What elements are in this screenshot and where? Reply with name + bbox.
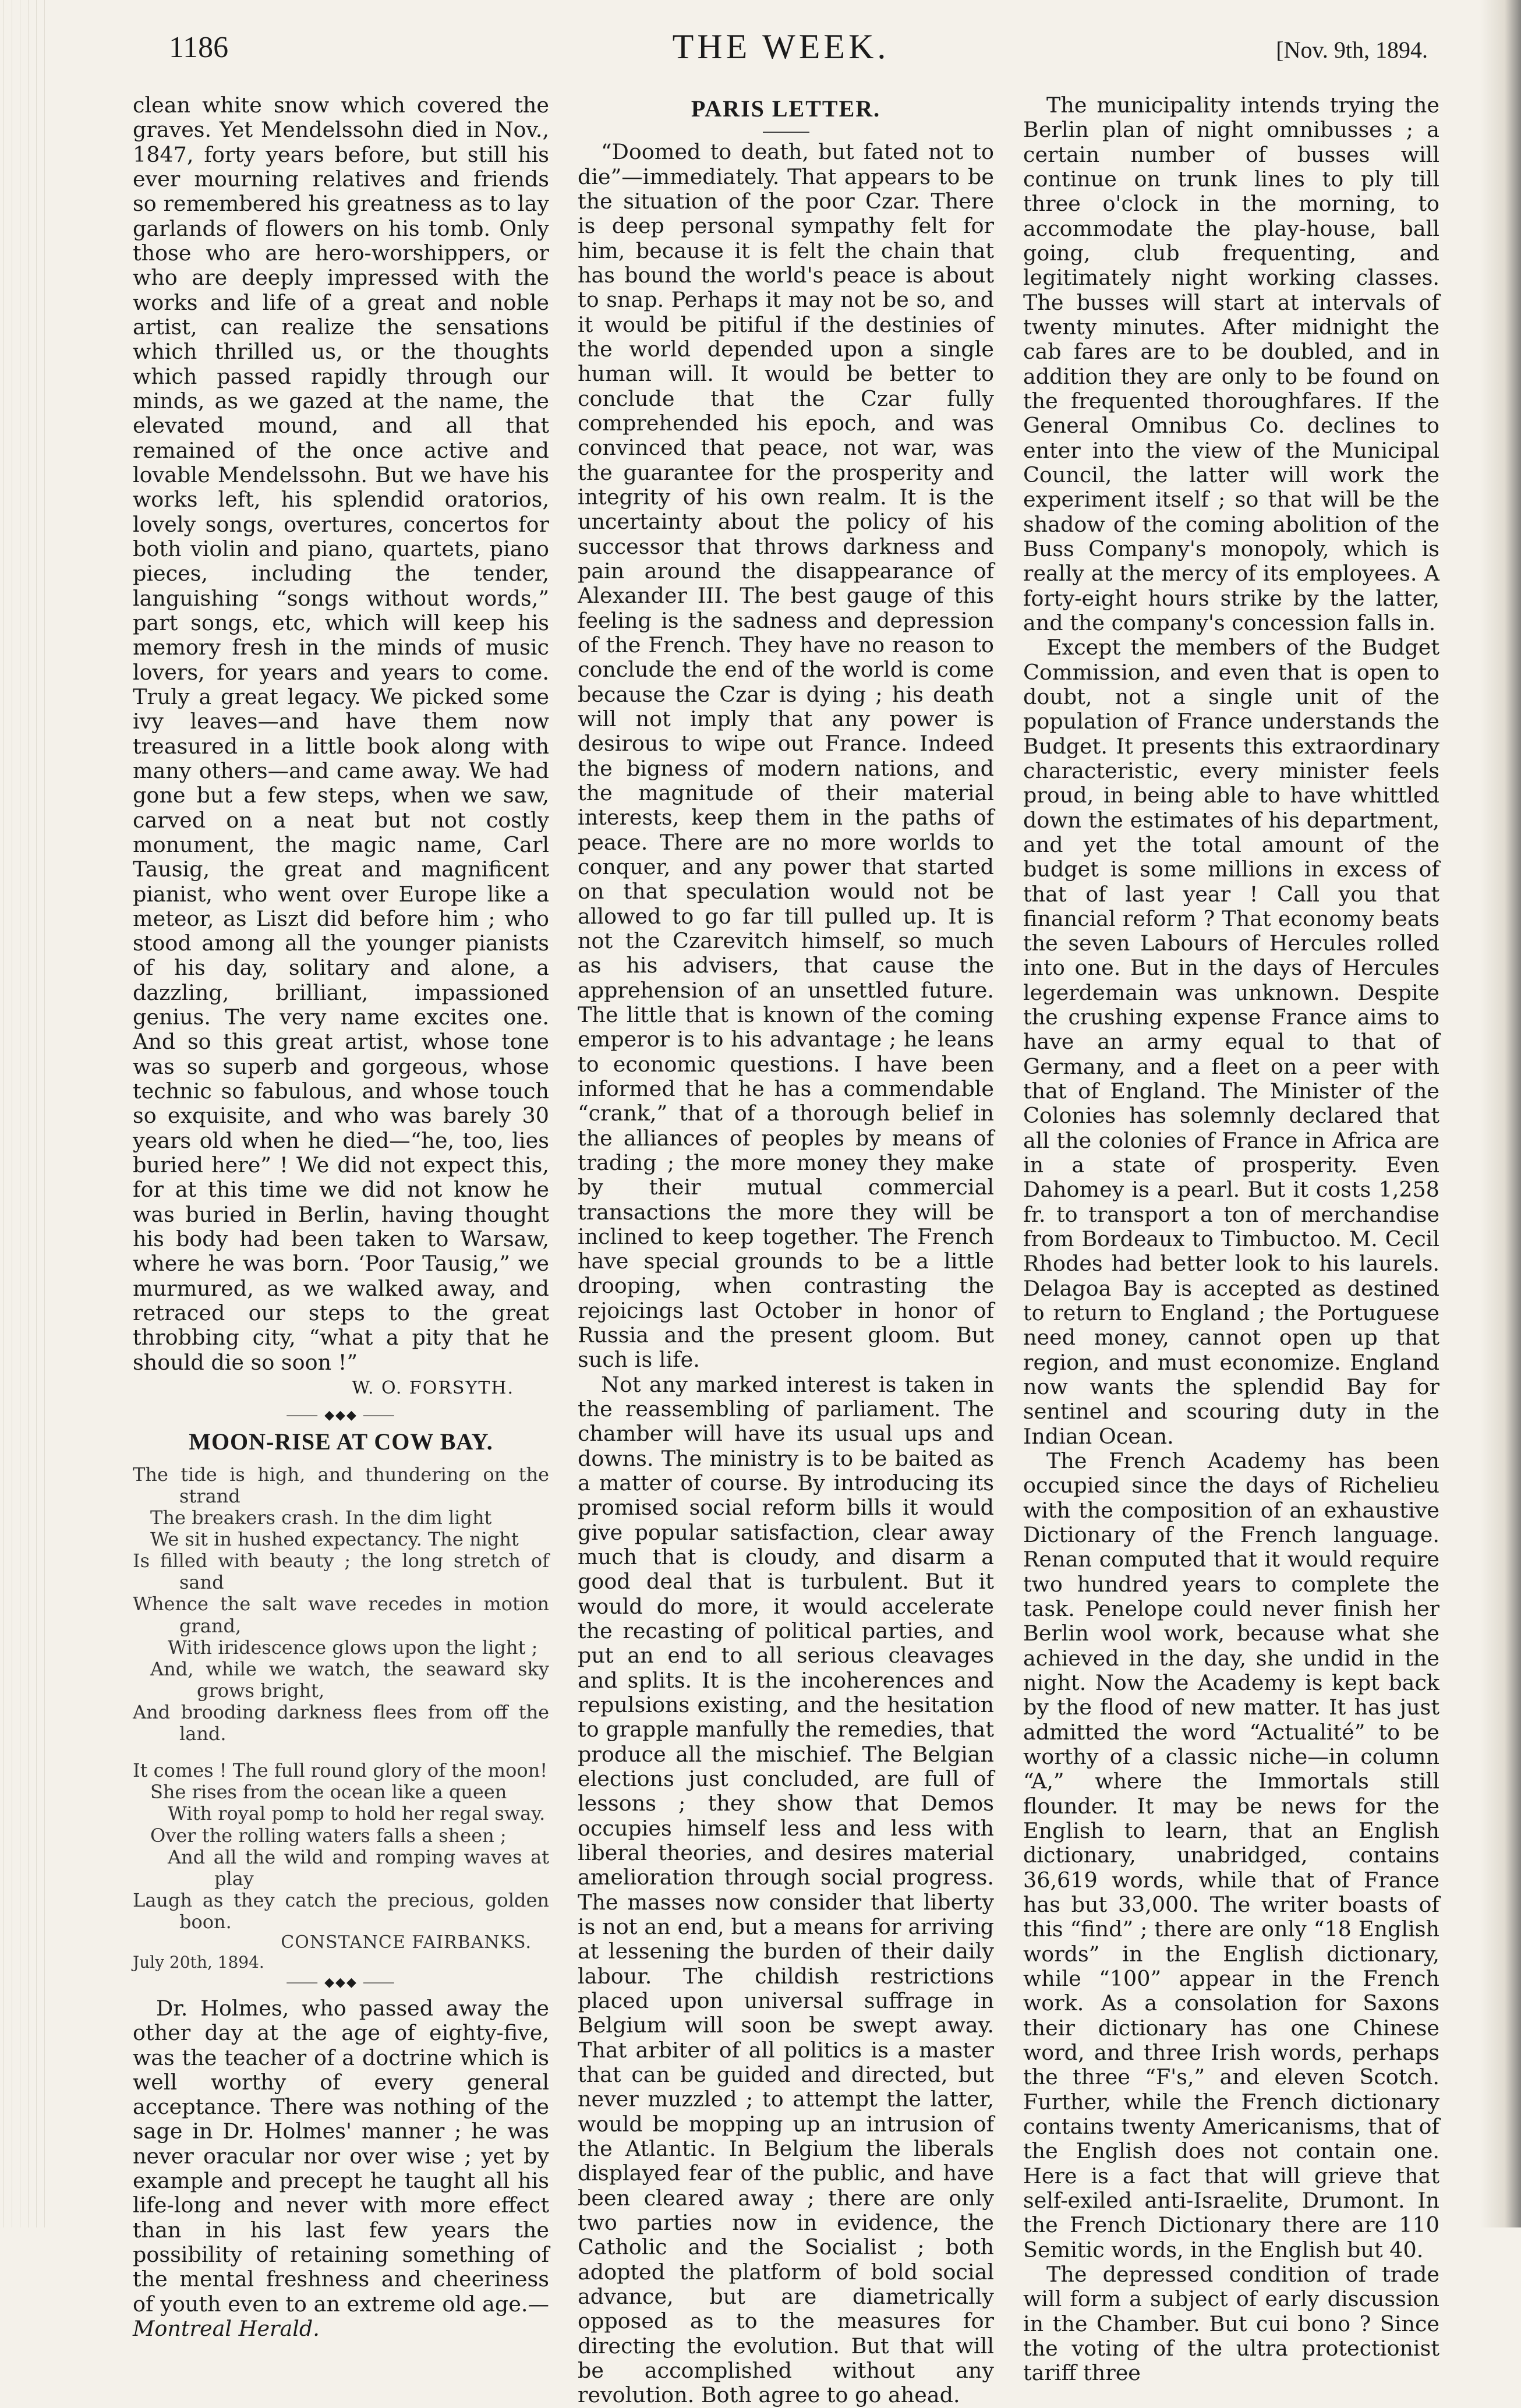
article-paragraph: The depressed condition of trade will form a subject of early discussion in the Chamber. But cui bono ? Since the voting of the ultra protectionist tariff three	[1023, 2261, 1439, 2386]
poem-line: And all the wild and romping waves at play	[168, 1845, 549, 1890]
poem-date: July 20th, 1894.	[133, 1952, 264, 1972]
poem-line: Over the rolling waters falls a sheen ;	[150, 1824, 507, 1847]
poet-signature: CONSTANCE FAIRBANKS.	[281, 1932, 532, 1953]
poem-line: And brooding darkness flees from off the land.	[133, 1700, 549, 1745]
article-paragraph: Not any marked interest is taken in the reassembling of parliament. The chamber will have its usual ups and downs. The ministry is to be baited as a matter of course. By introducing its promised social reform bills it would give popular satisfaction, clear away much that is cloudy, and disarm a good deal that is turbulent. But it would do more, it would accelerate the recasting of political parties, and put an end to all serious cleavages and splits. It is the incoherences and repulsions existing, and the hesitation to grapple manfully the remedies, that produce all the mischief. The Belgian elections just concluded, are full of lessons ; they show that Demos occupies himself less and less with liberal theories, and desires material amelioration through social progress. The masses now consider that liberty is not an end, but a means for arriving at lessening the burden of their daily labour. The childish restrictions placed upon universal suffrage in Belgium will soon be swept away. That arbiter of all politics is a master that can be guided and directed, but never muzzled ; to attempt the latter, would be mopping up an intrusion of the Atlantic. In Belgium the liberals displayed fear of the public, and have been cleared away ; there are only two parties now in evidence, the Catholic and the Socialist ; both adopted the platform of bold social advance, but are diametrically opposed as to the measures for directing the evolution. But that will be accomplished without any revolution. Both agree to go ahead.	[578, 1371, 994, 2408]
issue-date: [Nov. 9th, 1894.	[1276, 37, 1428, 63]
page-edge-left	[0, 0, 52, 2227]
page-edge-right	[1480, 0, 1521, 2227]
article-title: PARIS LETTER.	[691, 96, 881, 122]
source-credit: —Montreal Herald.	[133, 2291, 549, 2342]
column-1	[133, 93, 549, 2341]
poem-line: And, while we watch, the seaward sky grows bright,	[150, 1657, 549, 1702]
page-header	[134, 24, 1428, 77]
title-rule	[763, 132, 809, 133]
poem-line: The breakers crash. In the dim light	[150, 1506, 492, 1529]
poem-line: We sit in hushed expectancy. The night	[150, 1528, 519, 1551]
poem-line: With iridescence glows upon the light ;	[168, 1636, 538, 1659]
article-paragraph: clean white snow which covered the graves. Yet Mendelssohn died in Nov., 1847, forty years before, but still his ever mourning relatives and friends so remembered his greatness as to lay garlands of flowers on his tomb. Only those who are hero-worshippers, or who are deeply impressed with the works and life of a great and noble artist, can realize the sensations which thrilled us, or the thoughts which passed rapidly through our minds, as we gazed at the name, the elevated mound, and all that remained of the once active and lovable Mendelssohn. But we have his works left, his splendid oratorios, lovely songs, overtures, concertos for both violin and piano, quartets, piano pieces, including the tender, languishing “songs without words,” part songs, etc, which will keep his memory fresh in the minds of music lovers, for years and years to come. Truly a great legacy. We picked some ivy leaves—and have them now treasured in a little book along with many others—and came away. We had gone but a few steps, when we saw, carved on a neat but not costly monument, the magic name, Carl Tausig, the great and magnificent pianist, who went over Europe like a meteor, as Liszt did before him ; who stood among all the younger pianists of his day, solitary and alone, a dazzling, brilliant, impassioned genius. The very name excites one. And so this great artist, whose tone was so superb and gorgeous, whose technic so fabulous, and whose touch so exquisite, and who was barely 30 years old when he died—“he, too, lies buried here” ! We did not expect this, for at this time we did not know he was buried in Berlin, having thought his body had been taken to Warsaw, where he was born. ‘Poor Tausig,” we murmured, as we walked away, and retraced our steps to the great throbbing city, “what a pity that he should die so soon !”	[133, 93, 549, 1375]
divider: ⸻ ◆◆◆ ⸻	[286, 1975, 396, 1990]
article-paragraph: The municipality intends trying the Berlin plan of night omnibusses ; a certain number of busses will continue on trunk lines to ply till three o'clock in the morning, to accommodate the play-house, ball going, club frequenting, and legitimately night working classes. The busses will start at intervals of twenty minutes. After midnight the cab fares are to be doubled, and in addition they are only to be found on the frequented thoroughfares. If the General Omnibus Co. declines to enter into the view of the Municipal Council, the latter will work the experiment itself ; so that will be the shadow of the coming abolition of the Buss Company's monopoly, which is really at the mercy of its employees. A forty-eight hours strike by the latter, and the company's concession falls in.	[1023, 93, 1439, 635]
divider: ⸻ ◆◆◆ ⸻	[286, 1408, 396, 1423]
poem-title: MOON-RISE AT COW BAY.	[189, 1428, 493, 1455]
page-number: 1186	[169, 31, 229, 64]
article-paragraph: “Doomed to death, but fated not to die”—immediately. That appears to be the situation of the poor Czar. There is deep personal sympathy felt for him, because it is felt the chain that has bound the world's peace is about to snap. Perhaps it may not be so, and it would be pitiful if the destinies of the world depended upon a single human will. It would be better to conclude that the Czar fully comprehended his epoch, and was convinced that peace, not war, was the guarantee for the prosperity and integrity of his own realm. It is the uncertainty about the policy of his successor that throws darkness and pain around the disappearance of Alexander III. The best gauge of this feeling is the sadness and depression of the French. They have no reason to conclude the end of the world is come because the Czar is dying ; his death will not imply that any power is desirous to wipe out France. Indeed the bigness of modern nations, and the magnitude of their material interests, keep them in the paths of peace. There are no more worlds to conquer, and any power that started on that speculation would not be allowed to go far till pulled up. It is not the Czarevitch himself, so much as his advisers, that cause the apprehension of an unsettled future. The little that is known of the coming emperor is to his advantage ; he leans to economic questions. I have been informed that he has a commendable “crank,” that of a thorough belief in the alliances of peoples by means of trading ; the more money they make by their mutual commercial transactions the more they will be inclined to keep together. The French have special grounds to be a little drooping, when contrasting the rejoicings last October in honor of Russia and the present gloom. But such is life.	[578, 139, 994, 1373]
poem-line: Laugh as they catch the precious, golden boon.	[133, 1889, 549, 1933]
poem-line: It comes ! The full round glory of the moon!	[133, 1759, 548, 1782]
poem-line: She rises from the ocean like a queen	[150, 1781, 507, 1804]
article-paragraph: Dr. Holmes, who passed away the other day at the age of eighty-five, was the teacher of a doctrine which is well worthy of every general acceptance. There was nothing of the sage in Dr. Holmes' manner ; he was never oracular nor over wise ; yet by example and precept he taught all his life-long and never with more effect than in his last few years the possibility of retaining something of the mental freshness and cheeriness of youth even to an extreme old age.—Montreal Herald.	[133, 1995, 549, 2342]
poem-line: With royal pomp to hold her regal sway.	[168, 1802, 546, 1825]
column-2	[578, 93, 994, 2408]
journal-title: THE WEEK.	[672, 27, 890, 66]
poem-line: Whence the salt wave recedes in motion grand,	[133, 1593, 549, 1637]
article-paragraph: Except the members of the Budget Commission, and even that is open to doubt, not a single unit of the population of France understands the Budget. It presents this extraordinary characteristic, every minister feels proud, in being able to have whittled down the estimates of his department, and yet the total amount of the budget is some millions in excess of that of last year ! Call you that financial reform ? That economy beats the seven Labours of Hercules rolled into one. But in the days of Hercules legerdemain was unknown. Despite the crushing expense France aims to have an army equal to that of Germany, and a fleet on a peer with that of England. The Minister of the Colonies has solemnly declared that all the colonies of France in Africa are in a state of prosperity. Even Dahomey is a pearl. But it costs 1,258 fr. to transport a ton of merchandise from Bordeaux to Timbuctoo. M. Cecil Rhodes had better look to his laurels. Delagoa Bay is accepted as destined to return to England ; the Portuguese need money, cannot open up that region, and must economize. England now wants the splendid Bay for sentinel and scouring duty in the Indian Ocean.	[1023, 635, 1439, 1449]
article-paragraph: The French Academy has been occupied since the days of Richelieu with the composition of an exhaustive Dictionary of the French language. Renan computed that it would require two hundred years to complete the task. Penelope could never finish her Berlin wool work, because what she achieved in the day, she undid in the night. Now the Academy is kept back by the flood of new matter. It has just admitted the word “Actualité” to be worthy of a classic niche—in column “A,” where the Immortals still flounder. It may be news for the English to learn, that an English dictionary, unabridged, contains 36,619 words, while that of France has but 33,000. The writer boasts of this “find” ; there are only “18 English words” in the English dictionary, while “100” appear in the French work. As a consolation for Saxons their dictionary has one Chinese word, and three Irish words, perhaps the three “F's,” and eleven Scotch. Further, while the French dictionary contains twenty Americanisms, that of the English does not contain one. Here is a fact that will grieve that self-exiled anti-Israelite, Drumont. In the French Dictionary there are 110 Semitic words, in the English but 40.	[1023, 1448, 1439, 2262]
poem-line: Is filled with beauty ; the long stretch of sand	[133, 1550, 549, 1594]
poem-line: The tide is high, and thundering on the strand	[133, 1463, 549, 1507]
poem	[133, 1464, 549, 1972]
author-signature: W. O. FORSYTH.	[352, 1378, 514, 1399]
column-3	[1023, 93, 1439, 2386]
